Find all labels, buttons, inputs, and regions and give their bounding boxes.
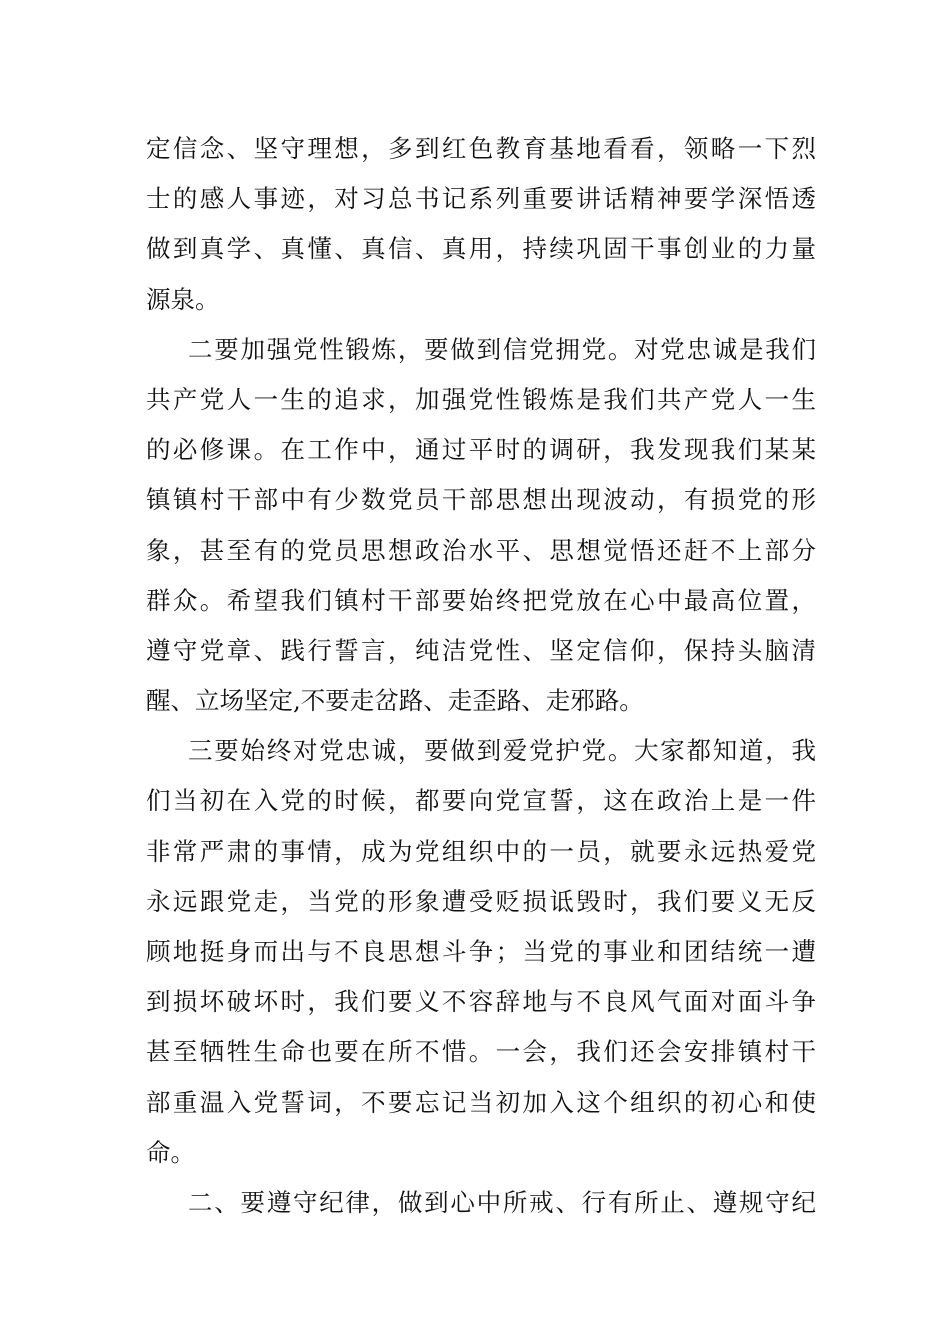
text-line: 到损坏破坏时，我们要义不容辞地与不良风气面对面斗争 bbox=[146, 987, 816, 1017]
text-line: 做到真学、真懂、真信、真用，持续巩固干事创业的力量 bbox=[146, 234, 816, 264]
text-line: 的必修课。在工作中，通过平时的调研，我发现我们某某 bbox=[146, 435, 816, 465]
text-line: 镇镇村干部中有少数党员干部思想出现波动，有损党的形 bbox=[146, 485, 816, 515]
document-body bbox=[146, 124, 816, 1228]
text-line: 二要加强党性锻炼，要做到信党拥党。对党忠诚是我们 bbox=[188, 334, 816, 364]
text-line: 三要始终对党忠诚，要做到爱党护党。大家都知道，我 bbox=[188, 736, 816, 766]
text-line: 源泉。 bbox=[146, 284, 220, 314]
text-line: 部重温入党誓词，不要忘记当初加入这个组织的初心和使 bbox=[146, 1087, 816, 1117]
text-line: 顾地挺身而出与不良思想斗争；当党的事业和团结统一遭 bbox=[146, 937, 816, 966]
text-line: 共产党人一生的追求，加强党性锻炼是我们共产党人一生 bbox=[146, 384, 816, 414]
text-line: 定信念、坚守理想，多到红色教育基地看看，领略一下烈 bbox=[146, 134, 816, 163]
text-line: 永远跟党走，当党的形象遭受贬损诋毁时，我们要义无反 bbox=[146, 886, 816, 916]
text-line: 象，甚至有的党员思想政治水平、思想觉悟还赶不上部分 bbox=[146, 535, 816, 565]
text-line: 命。 bbox=[146, 1137, 195, 1167]
text-line: 醒、立场坚定,不要走岔路、走歪路、走邪路。 bbox=[146, 686, 644, 716]
text-line: 二、要遵守纪律，做到心中所戒、行有所止、遵规守纪 bbox=[188, 1187, 816, 1217]
text-line: 士的感人事迹，对习总书记系列重要讲话精神要学深悟透 bbox=[146, 184, 816, 214]
text-line: 遵守党章、践行誓言，纯洁党性、坚定信仰，保持头脑清 bbox=[146, 635, 816, 665]
text-line: 甚至牺牲生命也要在所不惜。一会，我们还会安排镇村干 bbox=[146, 1037, 816, 1067]
text-line: 们当初在入党的时候，都要向党宣誓，这在政治上是一件 bbox=[146, 786, 816, 816]
text-line: 群众。希望我们镇村干部要始终把党放在心中最高位置， bbox=[146, 585, 816, 615]
text-line: 非常严肃的事情，成为党组织中的一员，就要永远热爱党 bbox=[146, 836, 816, 866]
